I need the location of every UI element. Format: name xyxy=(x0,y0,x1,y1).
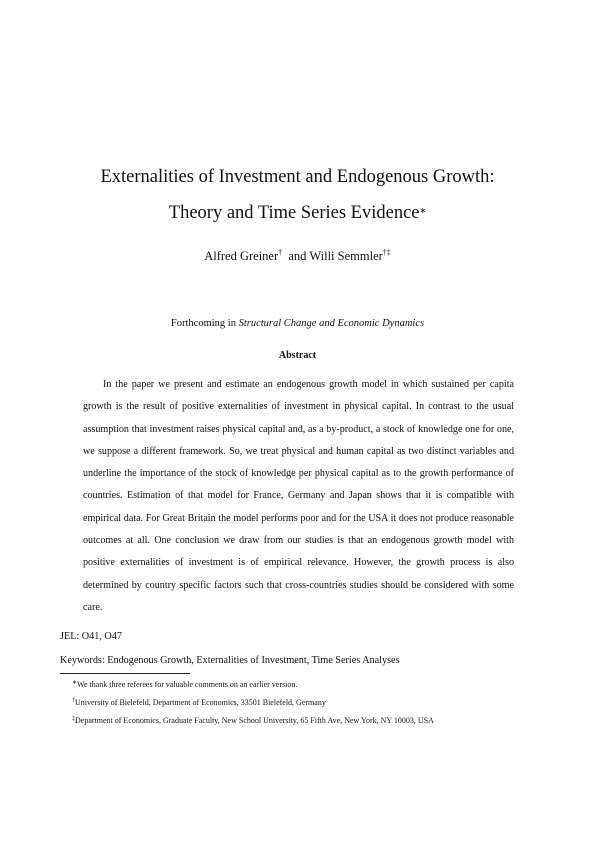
publication-note xyxy=(40,318,555,329)
footnote-2 xyxy=(60,693,536,711)
title-line-1: Externalities of Investment and Endogenous Growth: xyxy=(100,167,495,187)
author-connector: and xyxy=(288,249,307,263)
author-list xyxy=(40,248,555,264)
title-footnote-mark: ∗ xyxy=(419,206,427,215)
keywords-line: Keywords: Endogenous Growth, Externalities of Investment, Time Series Analyses xyxy=(60,655,400,666)
journal-name: Structural Change and Economic Dynamics xyxy=(238,318,425,329)
author-2-name: Willi Semmler xyxy=(309,249,383,263)
footnote-divider xyxy=(60,673,190,674)
footnote-3-mark: ‡ xyxy=(72,716,75,722)
author-2-mark: †‡ xyxy=(382,248,391,257)
footnote-3-text: Department of Economics, Graduate Faculty, New School University, 65 Fifth Ave, New York, NY 10003, USA xyxy=(75,716,434,725)
publication-prefix: Forthcoming in xyxy=(170,318,236,329)
footnote-3 xyxy=(60,711,536,729)
title-line-2-text: Theory and Time Series Evidence xyxy=(168,203,420,223)
author-1-mark: † xyxy=(278,248,283,257)
footnote-2-mark: † xyxy=(72,698,75,704)
paper-title xyxy=(40,160,555,230)
jel-codes: JEL: O41, O47 xyxy=(60,631,122,642)
footnote-1-text: We thank three referees for valuable comments on an earlier version. xyxy=(77,680,298,689)
footnote-2-text: University of Bielefeld, Department of Economics, 33501 Bielefeld, Germany xyxy=(75,698,326,707)
footnote-list xyxy=(60,675,536,729)
title-line-2 xyxy=(40,194,555,230)
footnote-1-mark: ∗ xyxy=(72,680,78,686)
abstract-heading: Abstract xyxy=(278,350,317,361)
author-1-name: Alfred Greiner xyxy=(204,249,279,263)
abstract-text: In the paper we present and estimate an endogenous growth model in which sustained per capita growth is the result of positive externalities of investment in physical capital. In contrast to the usual assumption that investment raises physical capital and, as a by-product, a stock of knowledge one for one, we suppose a different framework. So, we treat physical and human capital as two distinct variables and underline the importance of the stock of knowledge per physical capital as to the growth performance of countries. Estimation of that model for France, Germany and Japan shows that it is compatible with empirical data. For Great Britain the model performs poor and for the USA it does not produce reasonable outcomes at all. One conclusion we draw from our studies is that an endogenous growth model with positive externalities of investment is of empirical relevance. However, the growth process is also determined by country specific factors such that cross-countries studies should be considered with some care. xyxy=(83,379,514,613)
footnote-1 xyxy=(60,675,536,693)
